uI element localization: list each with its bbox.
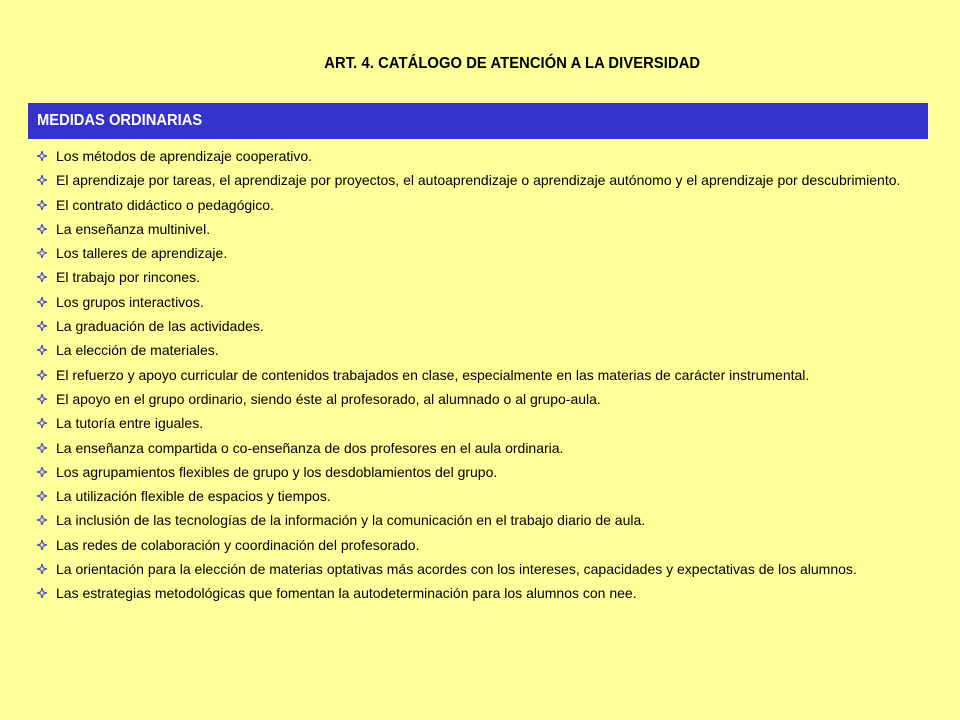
four-point-star-icon <box>37 297 47 307</box>
four-point-star-icon <box>37 443 47 453</box>
list-item <box>36 290 918 314</box>
list-item-text: La enseñanza multinivel. <box>56 220 211 237</box>
list-item-text: La utilización flexible de espacios y tiempos. <box>56 488 331 505</box>
list-item-text: Los talleres de aprendizaje. <box>56 245 228 262</box>
list-item-text: El apoyo en el grupo ordinario, siendo éste al profesorado, al alumnado o al grupo-aula. <box>56 390 601 407</box>
four-point-star-icon <box>37 200 47 210</box>
list-item <box>36 265 918 289</box>
list-item <box>36 508 918 532</box>
four-point-star-icon <box>37 515 47 525</box>
list-item <box>36 314 918 338</box>
list-item-text: La inclusión de las tecnologías de la información y la comunicación en el trabajo diario de aula. <box>56 512 646 529</box>
list-item-text: La orientación para la elección de materias optativas más acordes con los intereses, capacidades y expectativas de los alumnos. <box>56 561 857 578</box>
list-item-text: La tutoría entre iguales. <box>56 415 204 432</box>
list-item <box>36 217 918 241</box>
list-item-text: El aprendizaje por tareas, el aprendizaje por proyectos, el autoaprendizaje o aprendizaje autónomo y el aprendizaje por descubrimiento. <box>56 172 901 189</box>
list-item <box>36 411 918 435</box>
list-item <box>36 557 918 581</box>
list-item <box>36 193 918 217</box>
four-point-star-icon <box>37 248 47 258</box>
list-item-text: Los métodos de aprendizaje cooperativo. <box>56 148 313 164</box>
list-item-text: El trabajo por rincones. <box>56 269 200 286</box>
four-point-star-icon <box>37 224 47 234</box>
list-item-text: Las estrategias metodológicas que fomentan la autodeterminación para los alumnos con nee. <box>56 585 637 602</box>
section-header-label: MEDIDAS ORDINARIAS <box>37 112 203 129</box>
four-point-star-icon <box>37 418 47 428</box>
four-point-star-icon <box>37 491 47 501</box>
list-item <box>36 363 918 387</box>
list-item-text: Las redes de colaboración y coordinación del profesorado. <box>56 536 420 553</box>
four-point-star-icon <box>37 370 47 380</box>
list-item <box>36 241 918 265</box>
list-item-text: Los grupos interactivos. <box>56 293 204 310</box>
four-point-star-icon <box>37 564 47 574</box>
list-item <box>36 484 918 508</box>
list-item-text: La graduación de las actividades. <box>56 318 264 335</box>
list-item <box>36 168 918 192</box>
list-item-text: Los agrupamientos flexibles de grupo y los desdoblamientos del grupo. <box>56 463 498 480</box>
four-point-star-icon <box>37 321 47 331</box>
list-item <box>36 533 918 557</box>
list-item-text: El contrato didáctico o pedagógico. <box>56 196 274 213</box>
list-item <box>36 387 918 411</box>
four-point-star-icon <box>37 467 47 477</box>
list-item-text: La enseñanza compartida o co-enseñanza de dos profesores en el aula ordinaria. <box>56 439 564 456</box>
page-title: ART. 4. CATÁLOGO DE ATENCIÓN A LA DIVERSIDAD <box>324 55 701 72</box>
four-point-star-icon <box>37 151 47 161</box>
four-point-star-icon <box>37 394 47 404</box>
measures-list <box>36 144 918 606</box>
list-item-text: La elección de materiales. <box>56 342 219 359</box>
section-header <box>28 103 928 139</box>
list-item <box>36 460 918 484</box>
four-point-star-icon <box>37 175 47 185</box>
list-item <box>36 436 918 460</box>
four-point-star-icon <box>37 540 47 550</box>
list-item-text: El refuerzo y apoyo curricular de contenidos trabajados en clase, especialmente en las materias de carácter instrumental. <box>56 366 810 383</box>
four-point-star-icon <box>37 588 47 598</box>
list-item <box>36 581 918 605</box>
four-point-star-icon <box>37 345 47 355</box>
four-point-star-icon <box>37 272 47 282</box>
list-item <box>36 144 918 168</box>
list-item <box>36 338 918 362</box>
